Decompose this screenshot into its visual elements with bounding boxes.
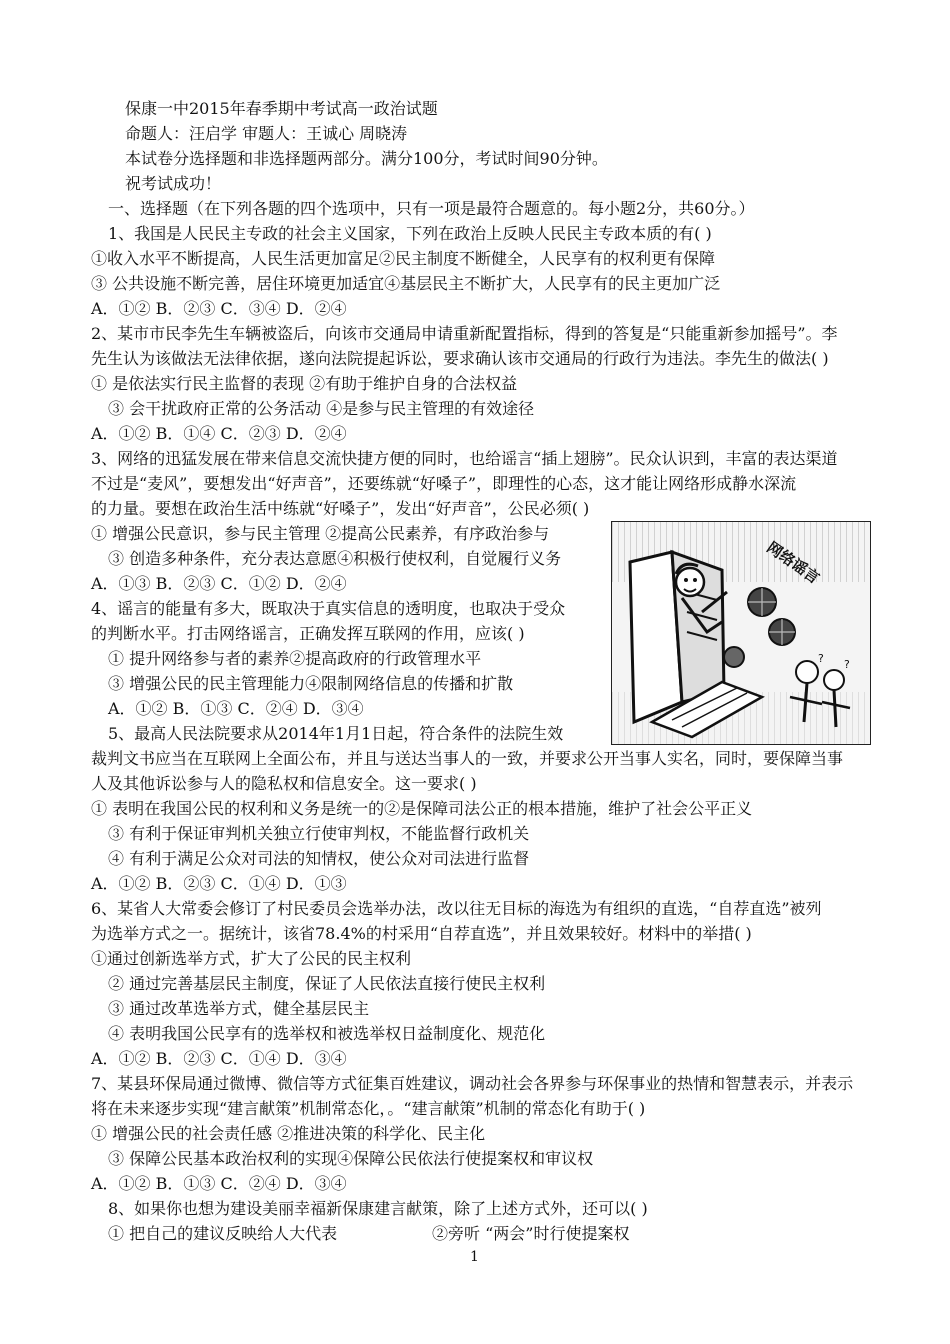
section-heading: 一、选择题（在下列各题的四个选项中，只有一项是最符合题意的。每小题2分，共60分。） (108, 199, 755, 218)
q4-stem-line: 4、谣言的能量有多大，既取决于真实信息的透明度，也取决于受众 (91, 599, 566, 618)
q7-stem-line: 7、某县环保局通过微博、微信等方式征集百姓建议，调动社会各界参与环保事业的热情和智慧表示，并表示 (91, 1074, 854, 1093)
cartoon-caption: 网络谣言 (763, 538, 823, 588)
q5-option-line: ③ 有利于保证审判机关独立行使审判权，不能监督行政机关 (108, 824, 530, 843)
q6-stem-line: 6、某省人大常委会修订了村民委员会选举办法，改以往无目标的海选为有组织的直选，“自荐直选”被列 (91, 899, 822, 918)
instructions-line: 本试卷分选择题和非选择题两部分。满分100分，考试时间90分钟。 (125, 149, 608, 168)
q8-option-1: ① 把自己的建议反映给人大代表 (108, 1224, 338, 1243)
q8-option-2: ②旁听 “两会”时行使提案权 (432, 1224, 630, 1243)
q2-stem-line: 2、某市市民李先生车辆被盗后，向该市交通局申请重新配置指标，得到的答复是“只能重新参加摇号”。李 (91, 324, 838, 343)
q3-stem-line: 的力量。要想在政治生活中练就“好嗓子”，发出“好声音”，公民必须( ) (91, 499, 590, 518)
q5-stem-line: 5、最高人民法院要求从2014年1月1日起，符合条件的法院生效 (108, 724, 564, 743)
q2-option-line: ③ 会干扰政府正常的公务活动 ④是参与民主管理的有效途径 (108, 399, 535, 418)
q6-option-line: ①通过创新选举方式，扩大了公民的民主权利 (91, 949, 412, 968)
cartoon-figure (611, 521, 871, 745)
q6-option-line: ④ 表明我国公民享有的选举权和被选举权日益制度化、规范化 (108, 1024, 546, 1043)
q4-stem-line: 的判断水平。打击网络谣言，正确发挥互联网的作用，应该( ) (91, 624, 525, 643)
q4-option-line: ① 提升网络参与者的素养②提高政府的行政管理水平 (108, 649, 482, 668)
page-number: 1 (470, 1249, 479, 1265)
q7-option-line: ① 增强公民的社会责任感 ②推进决策的科学化、民主化 (91, 1124, 486, 1143)
svg-text:?: ? (844, 658, 850, 671)
q4-answers: A．①② B．①③ C．②④ D．③④ (108, 699, 364, 718)
q8-stem: 8、如果你也想为建设美丽幸福新保康建言献策，除了上述方式外，还可以( ) (108, 1199, 648, 1218)
q1-option-line: ①收入水平不断提高，人民生活更加富足②民主制度不断健全，人民享有的权利更有保障 (91, 249, 716, 268)
q4-option-line: ③ 增强公民的民主管理能力④限制网络信息的传播和扩散 (108, 674, 514, 693)
q6-stem-line: 为选举方式之一。据统计，该省78.4%的村采用“自荐直选”，并且效果较好。材料中的举措( ) (91, 924, 752, 943)
q7-stem-line: 将在未来逐步实现“建言献策”机制常态化，。“建言献策”机制的常态化有助于( ) (91, 1099, 646, 1118)
q1-answers: A．①② B．②③ C．③④ D．②④ (91, 299, 347, 318)
q1-stem: 1、我国是人民民主专政的社会主义国家，下列在政治上反映人民民主专政本质的有( ) (108, 224, 712, 243)
q5-stem-line: 人及其他诉讼参与人的隐私权和信息安全。这一要求( ) (91, 774, 477, 793)
svg-text:?: ? (818, 652, 824, 665)
exam-title: 保康一中2015年春季期中考试高一政治试题 (125, 99, 438, 118)
q3-stem-line: 3、网络的迅猛发展在带来信息交流快捷方便的同时，也给谣言“插上翅膀”。民众认识到，丰富的表达渠道 (91, 449, 838, 468)
q5-option-line: ④ 有利于满足公众对司法的知情权，使公众对司法进行监督 (108, 849, 530, 868)
cartoon-illustration (612, 522, 870, 744)
q2-stem-line: 先生认为该做法无法律依据，遂向法院提起诉讼，要求确认该市交通局的行政行为违法。李先生的做法( ) (91, 349, 829, 368)
q5-answers: A．①② B．②③ C．①④ D．①③ (91, 874, 347, 893)
wish-line: 祝考试成功！ (125, 174, 222, 193)
q6-option-line: ③ 通过改革选举方式，健全基层民主 (108, 999, 370, 1018)
q1-option-line: ③ 公共设施不断完善，居住环境更加适宜④基层民主不断扩大，人民享有的民主更加广泛 (91, 274, 721, 293)
q7-option-line: ③ 保障公民基本政治权利的实现④保障公民依法行使提案权和审议权 (108, 1149, 594, 1168)
q3-option-line: ① 增强公民意识，参与民主管理 ②提高公民素养，有序政治参与 (91, 524, 550, 543)
q5-option-line: ① 表明在我国公民的权利和义务是统一的②是保障司法公正的根本措施，维护了社会公平正义 (91, 799, 753, 818)
authors-line: 命题人：汪启学 审题人：王诚心 周晓涛 (125, 124, 408, 143)
q2-option-line: ① 是依法实行民主监督的表现 ②有助于维护自身的合法权益 (91, 374, 518, 393)
q6-answers: A．①② B．②③ C．①④ D．③④ (91, 1049, 347, 1068)
q6-option-line: ② 通过完善基层民主制度，保证了人民依法直接行使民主权利 (108, 974, 546, 993)
q7-answers: A．①② B．①③ C．②④ D．③④ (91, 1174, 347, 1193)
q3-option-line: ③ 创造多种条件，充分表达意愿④积极行使权利，自觉履行义务 (108, 549, 562, 568)
q3-answers: A．①③ B．②③ C．①② D．②④ (91, 574, 347, 593)
q3-stem-line: 不过是“麦风”，要想发出“好声音”，还要练就“好嗓子”，即理性的心态，这才能让网络形成静水深流 (91, 474, 797, 493)
q5-stem-line: 裁判文书应当在互联网上全面公布，并且与送达当事人的一致，并要求公开当事人实名，同时，要保障当事 (91, 749, 844, 768)
q2-answers: A．①② B．①④ C．②③ D．②④ (91, 424, 347, 443)
